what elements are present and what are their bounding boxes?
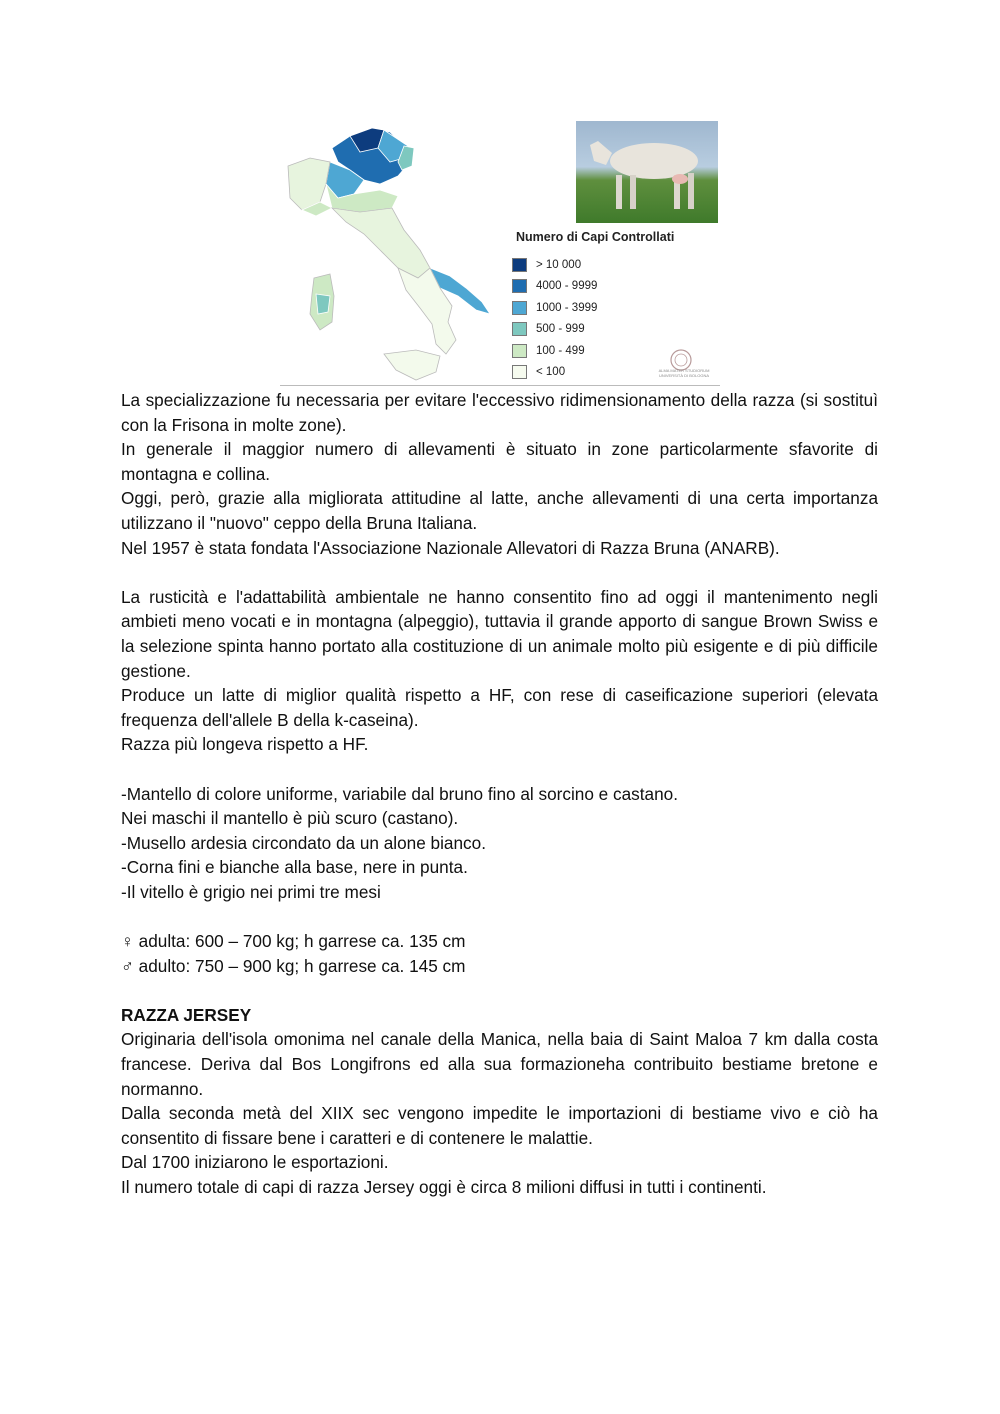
sardinia-province: [316, 294, 330, 314]
legend-swatch: [512, 258, 527, 272]
spacer: [121, 904, 878, 929]
figure-baseline: [280, 385, 720, 386]
legend-swatch: [512, 279, 527, 293]
paragraph: In generale il maggior numero di allevamenti è situato in zone particolarmente sfavorite di montagna e collina.: [121, 439, 878, 484]
italy-map: [280, 118, 512, 386]
legend-item: [512, 319, 712, 341]
paragraph: La rusticità e l'adattabilità ambientale ne hanno consentito fino ad oggi il mantenimento negli ambieti meno vocati e in montagna (alpeggio), tuttavia il grande apporto di sangue Brown Swiss e la selezione spinta hanno portato alla costituzione di un animale molto più esigente e di più difficile gestione.: [121, 586, 878, 681]
paragraph: -Mantello di colore uniforme, variabile dal bruno fino al sorcino e castano.: [121, 783, 678, 804]
distribution-figure: [280, 118, 720, 388]
legend-label: 100 - 499: [536, 344, 585, 357]
cow-icon: [576, 121, 718, 223]
paragraph: Nel 1957 è stata fondata l'Associazione Nazionale Allevatori di Razza Bruna (ANARB).: [121, 537, 780, 558]
cow-photo: [576, 121, 718, 223]
legend-item: [512, 297, 712, 319]
legend-label: 1000 - 3999: [536, 301, 598, 314]
legend-swatch: [512, 344, 527, 358]
legend-swatch: [512, 301, 527, 315]
paragraph: Dal 1700 iniziarono le esportazioni.: [121, 1152, 389, 1173]
region-piedmont: [288, 158, 330, 210]
legend-label: < 100: [536, 366, 566, 379]
legend-swatch: [512, 365, 527, 379]
legend-label: 500 - 999: [536, 323, 585, 336]
region-center: [332, 208, 430, 278]
body-text: [121, 388, 878, 1200]
paragraph: Il numero totale di capi di razza Jersey oggi è circa 8 milioni diffusi in tutti i continenti.: [121, 1177, 767, 1197]
paragraph: Nei maschi il mantello è più scuro (castano).: [121, 808, 459, 829]
legend-label: > 10 000: [536, 258, 582, 271]
paragraph: -Musello ardesia circondato da un alone bianco.: [121, 832, 486, 853]
spacer: [121, 757, 878, 782]
paragraph: -Corna fini e bianche alla base, nere in punta.: [121, 857, 468, 878]
spacer: [121, 978, 878, 1003]
sicily: [384, 350, 440, 380]
legend-label: 4000 - 9999: [536, 280, 598, 293]
seal-caption: ALMA MATER STUDIORUM UNIVERSITÀ DI BOLOGNA: [658, 368, 710, 378]
paragraph: Razza più longeva rispetto a HF.: [121, 734, 369, 755]
paragraph: Oggi, però, grazie alla migliorata attitudine al latte, anche allevamenti di una certa importanza utilizzano il "nuovo" ceppo della Bruna Italiana.: [121, 488, 878, 533]
paragraph: -Il vitello è grigio nei primi tre mesi: [121, 881, 381, 902]
legend-swatch: [512, 322, 527, 336]
paragraph: ♂ adulto: 750 – 900 kg; h garrese ca. 145 cm: [121, 955, 466, 976]
legend-item: [512, 276, 712, 298]
paragraph: Originaria dell'isola omonima nel canale della Manica, nella baia di Saint Maloa 7 km dalla costa francese. Deriva dal Bos Longifrons ed alla sua formazioneha contribuito bestiame bretone e normanno.: [121, 1029, 878, 1099]
paragraph: ♀ adulta: 600 – 700 kg; h garrese ca. 135 cm: [121, 931, 466, 952]
legend-title: Numero di Capi Controllati: [516, 230, 675, 244]
paragraph: Produce un latte di miglior qualità rispetto a HF, con rese di caseificazione superiori (elevata frequenza dell'allele B della k-caseina).: [121, 685, 878, 730]
paragraph: La specializzazione fu necessaria per evitare l'eccessivo ridimensionamento della razza (si sostituì con la Frisona in molte zone).: [121, 390, 878, 435]
legend-item: [512, 254, 712, 276]
paragraph: Dalla seconda metà del XIIX sec vengono impedite le importazioni di bestiame vivo e ciò ha consentito di fissare bene i caratteri e di contenere le malattie.: [121, 1103, 878, 1148]
section-heading: RAZZA JERSEY: [121, 1004, 252, 1025]
spacer: [121, 560, 878, 585]
